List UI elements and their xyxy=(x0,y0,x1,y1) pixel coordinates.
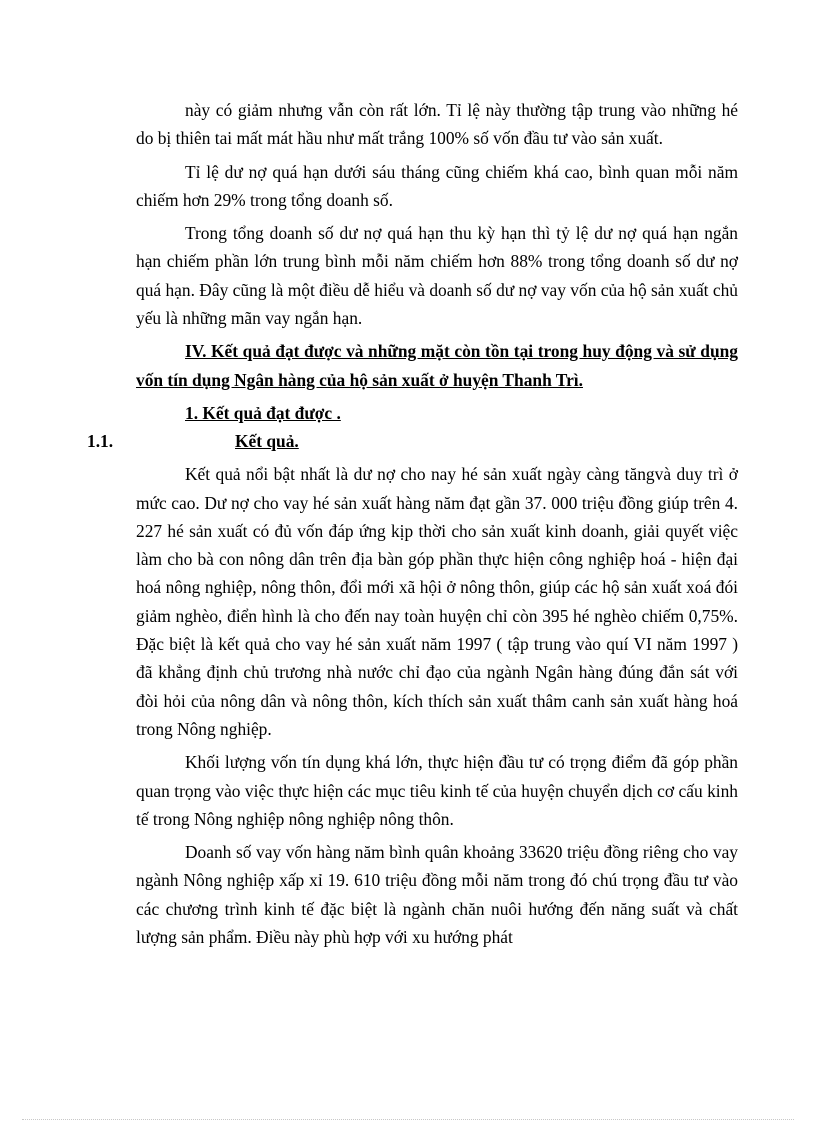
paragraph-main-results: Kết quả nổi bật nhất là dư nợ cho nay hé sản xuất ngày càng tăngvà duy trì ở mức cao. Dư nợ cho vay hé sản xuất hàng năm đạt gần 37. 000 triệu đồng giúp trên 4. 227 hé sản xuất có đủ vốn đáp ứng kịp thời cho sản xuất kinh doanh, giải quyết việc làm cho bà con nông dân trên địa bàn góp phần thực hiện công nghiệp hoá - hiện đại hoá nông nghiệp, nông thôn, đổi mới xã hội ở nông thôn, giúp các hộ sản xuất xoá đói giảm nghèo, điển hình là cho đến nay toàn huyện chỉ còn 395 hé nghèo chiếm 0,75%. Đặc biệt là kết quả cho vay hé sản xuất năm 1997 ( tập trung vào quí VI năm 1997 ) đã khẳng định chủ trương nhà nước chỉ đạo của ngành Ngân hàng đúng đắn sát với đòi hỏi của nông dân và nông thôn, kích thích sản xuất thâm canh sản xuất hàng hoá trong Nông nghiệp. xyxy=(136,464,738,739)
heading-title: Kết quả. xyxy=(235,431,299,452)
paragraph-overdue-six-months: Tỉ lệ dư nợ quá hạn dưới sáu tháng cũng chiếm khá cao, bình quan mỗi năm chiếm hơn 29% trong tổng doanh số. xyxy=(136,161,738,210)
subsection-heading-1-1 xyxy=(87,427,738,455)
paragraph-continuation: này có giảm nhưng vẫn còn rất lớn. Tỉ lệ này thường tập trung vào những hé do bị thiên tai mất mát hầu như mất trắng 100% số vốn đầu tư vào sản xuất. xyxy=(136,100,738,149)
paragraph-short-term-overdue: Trong tổng doanh số dư nợ quá hạn thu kỳ hạn thì tỷ lệ dư nợ quá hạn ngắn hạn chiếm phần lớn trung bình mỗi năm chiếm hơn 88% trong tổng doanh số dư nợ quá hạn. Đây cũng là một điều dễ hiểu và doanh số dư nợ vay vốn của hộ sản xuất chủ yếu là những mãn vay ngắn hạn. xyxy=(136,223,738,329)
document-body xyxy=(87,96,738,956)
paragraph-credit-volume: Khối lượng vốn tín dụng khá lớn, thực hiện đầu tư có trọng điểm đã góp phần quan trọng vào việc thực hiện các mục tiêu kinh tế của huyện chuyển dịch cơ cấu kinh tế trong Nông nghiệp nông nghiệp nông thôn. xyxy=(136,752,738,829)
subsection-heading-1: 1. Kết quả đạt được . xyxy=(185,402,341,423)
section-heading-iv: IV. Kết quả đạt được và những mặt còn tồn tại trong huy động và sử dụng vốn tín dụng Ngân hàng của hộ sản xuất ở huyện Thanh Trì. xyxy=(136,341,738,390)
heading-number: 1.1. xyxy=(87,431,114,452)
paragraph-loan-turnover: Doanh số vay vốn hàng năm bình quân khoảng 33620 triệu đồng riêng cho vay ngành Nông nghiệp xấp xỉ 19. 610 triệu đồng mỗi năm trong đó chú trọng đầu tư vào các chương trình kinh tế đặc biệt là ngành chăn nuôi hướng đến năng suất và chất lượng sản phẩm. Điều này phù hợp với xu hướng phát xyxy=(136,842,738,948)
page-bottom-divider xyxy=(22,1119,794,1120)
